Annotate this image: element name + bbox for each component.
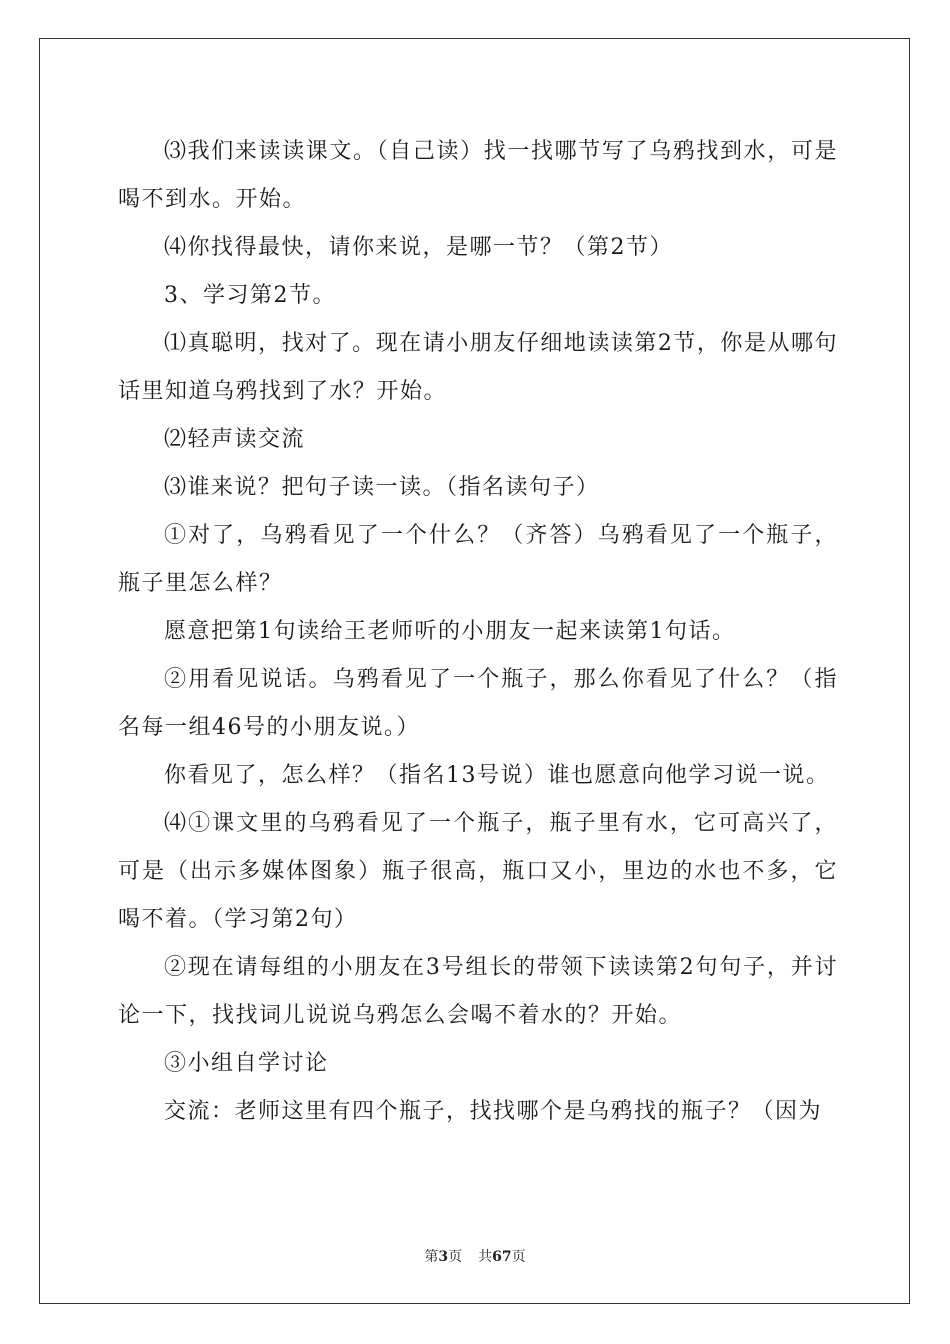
- paragraph-13: ③小组自学讨论: [164, 1051, 329, 1076]
- paragraph-1: ⑶我们来读读课文。（自己读）找一找哪节写了乌鸦找到水，可是喝不到水。开始。: [118, 139, 838, 212]
- paragraph-11: ⑷①课文里的乌鸦看见了一个瓶子，瓶子里有水，它可高兴了，可是（出示多媒体图象）瓶子很高，瓶口又小，里边的水也不多，它喝不着。（学习第2句）: [118, 811, 838, 932]
- page-number: 3: [438, 1249, 449, 1265]
- paragraph-5: ⑵轻声读交流: [164, 427, 306, 452]
- page-suffix: 页: [448, 1249, 463, 1265]
- paragraph-7: ①对了，乌鸦看见了一个什么？（齐答）乌鸦看见了一个瓶子，瓶子里怎么样？: [118, 523, 838, 596]
- total-suffix: 页: [511, 1249, 526, 1265]
- paragraph-3: 3、学习第2节。: [164, 283, 336, 308]
- paragraph-4: ⑴真聪明，找对了。现在请小朋友仔细地读读第2节，你是从哪句话里知道乌鸦找到了水？开始。: [118, 331, 838, 404]
- total-prefix: 共: [478, 1249, 493, 1265]
- page-footer: [0, 1246, 950, 1266]
- page-prefix: 第: [424, 1249, 439, 1265]
- paragraph-9: ②用看见说话。乌鸦看见了一个瓶子，那么你看见了什么？（指名每一组46号的小朋友说。）: [118, 667, 838, 740]
- paragraph-14: 交流：老师这里有四个瓶子，找找哪个是乌鸦找的瓶子？（因为: [164, 1099, 823, 1124]
- total-pages: 67: [492, 1249, 512, 1265]
- paragraph-8: 愿意把第1句读给王老师听的小朋友一起来读第1句话。: [164, 619, 736, 644]
- paragraph-6: ⑶谁来说？把句子读一读。（指名读句子）: [164, 475, 600, 500]
- paragraph-10: 你看见了，怎么样？（指名13号说）谁也愿意向他学习说一说。: [164, 763, 830, 788]
- paragraph-12: ②现在请每组的小朋友在3号组长的带领下读读第2句句子，并讨论一下，找找词儿说说乌鸦怎么会喝不着水的？开始。: [118, 955, 838, 1028]
- paragraph-2: ⑷你找得最快，请你来说，是哪一节？（第2节）: [164, 235, 673, 260]
- document-body: [118, 128, 838, 1136]
